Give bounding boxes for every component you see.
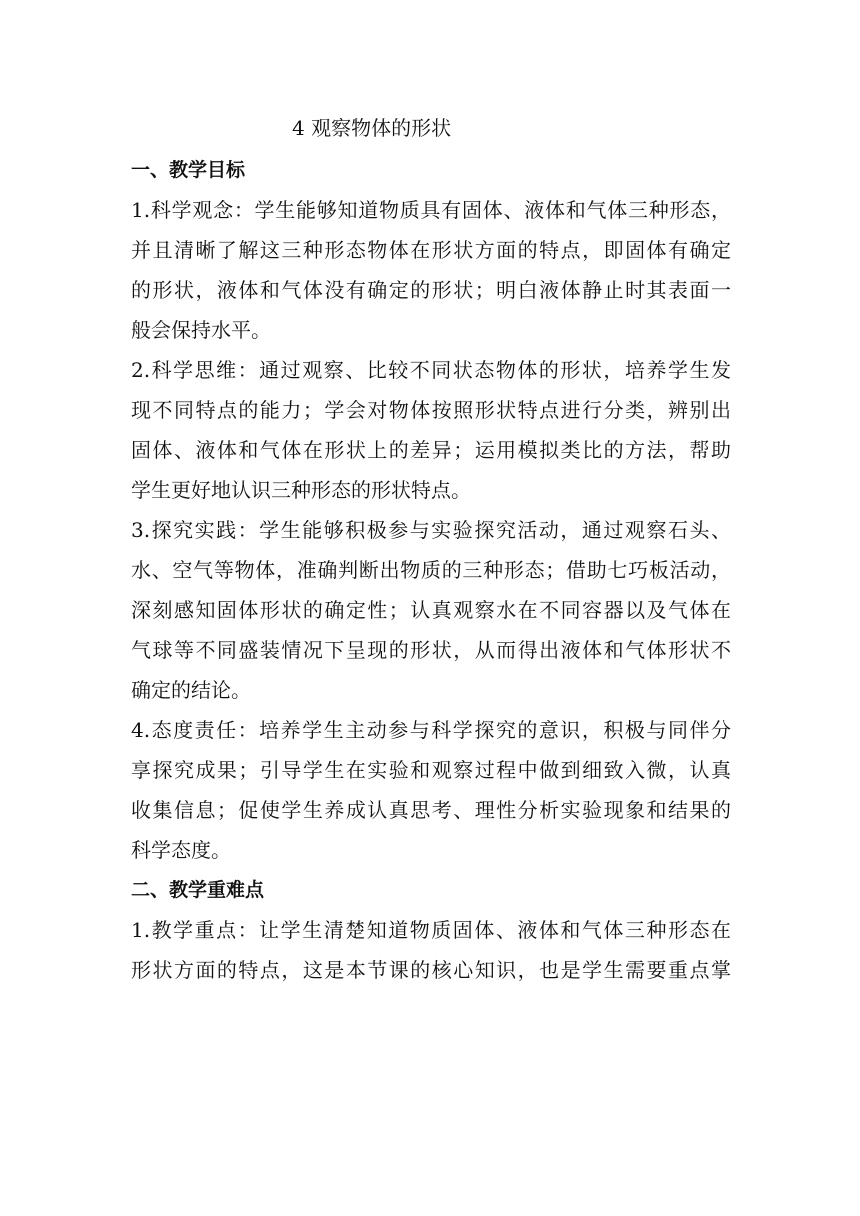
paragraph-line: 形状方面的特点，这是本节课的核心知识，也是学生需要重点掌 [131,958,731,982]
paragraph-line: 气球等不同盛装情况下呈现的形状，从而得出液体和气体形状不 [131,638,731,662]
paragraph-line: 般会保持水平。 [131,318,271,342]
document-content [131,110,731,990]
paragraph-line: 3.探究实践：学生能够积极参与实验探究活动，通过观察石头、 [131,518,731,542]
paragraph-line: 收集信息；促使学生养成认真思考、理性分析实验现象和结果的 [131,798,731,822]
paragraph-line: 现不同特点的能力；学会对物体按照形状特点进行分类，辨别出 [131,398,731,422]
paragraph-line: 深刻感知固体形状的确定性；认真观察水在不同容器以及气体在 [131,598,731,622]
paragraph-line: 固体、液体和气体在形状上的差异；运用模拟类比的方法，帮助 [131,438,731,462]
paragraph-line: 享探究成果；引导学生在实验和观察过程中做到细致入微，认真 [131,758,731,782]
paragraph-science-concept [131,190,731,350]
paragraph-line: 4.态度责任：培养学生主动参与科学探究的意识，积极与同伴分 [131,718,731,742]
paragraph-teaching-focus [131,910,731,990]
paragraph-line: 1.教学重点：让学生清楚知道物质固体、液体和气体三种形态在 [131,918,731,942]
paragraph-line: 并且清晰了解这三种形态物体在形状方面的特点，即固体有确定 [131,238,731,262]
section-heading-key-difficult-points: 二、教学重难点 [131,879,265,901]
section-heading-objectives: 一、教学目标 [131,159,246,181]
paragraph-line: 科学态度。 [131,838,231,862]
paragraph-line: 1.科学观念：学生能够知道物质具有固体、液体和气体三种形态， [131,198,731,222]
paragraph-inquiry-practice [131,510,731,710]
paragraph-line: 确定的结论。 [131,678,251,702]
paragraph-line: 2.科学思维：通过观察、比较不同状态物体的形状，培养学生发 [131,358,731,382]
paragraph-line: 水、空气等物体，准确判断出物质的三种形态；借助七巧板活动， [131,558,731,582]
document-title: 4 观察物体的形状 [292,116,452,140]
paragraph-attitude-responsibility [131,710,731,870]
paragraph-science-thinking [131,350,731,510]
paragraph-line: 学生更好地认识三种形态的形状特点。 [131,478,471,502]
paragraph-line: 的形状，液体和气体没有确定的形状；明白液体静止时其表面一 [131,278,731,302]
